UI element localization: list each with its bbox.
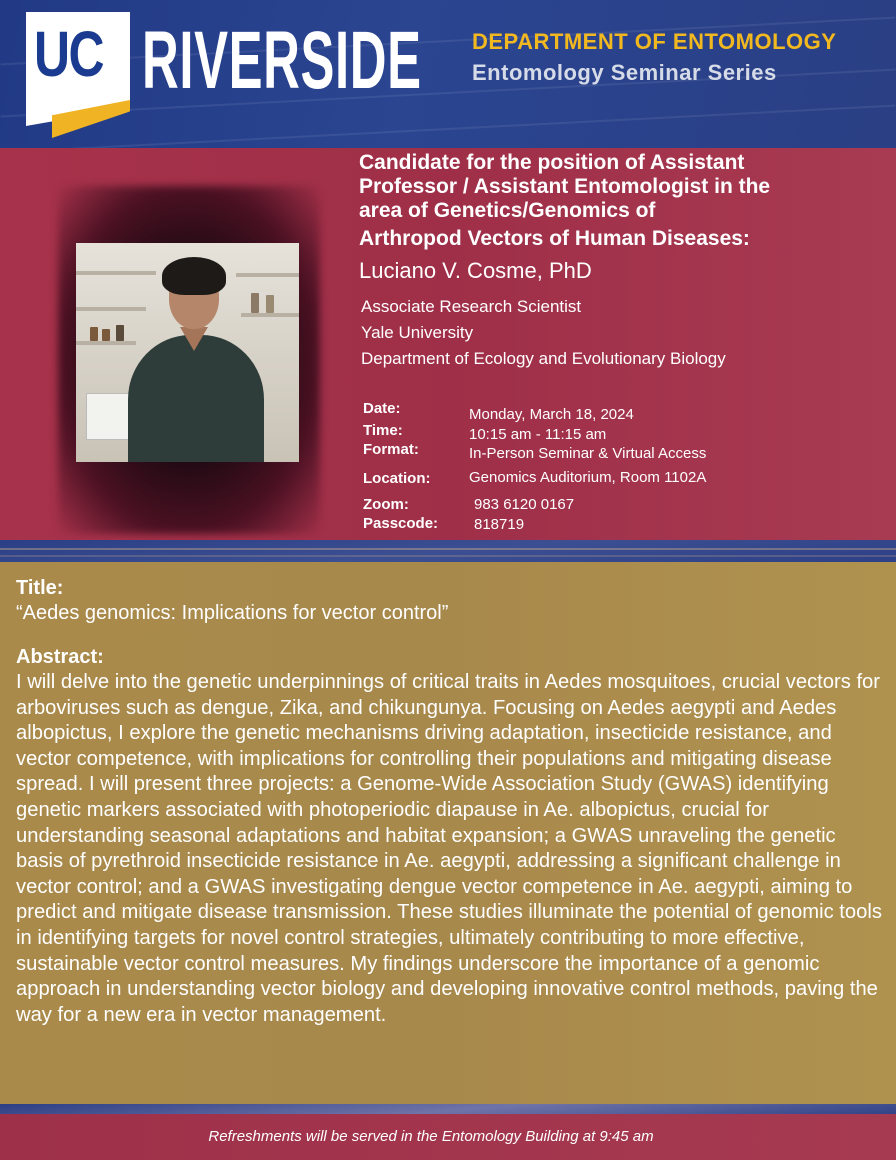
candidate-line-1: Candidate for the position of Assistant <box>359 151 745 174</box>
logo-uc-text: UC <box>34 18 103 90</box>
date-label: Date: <box>363 400 401 417</box>
abstract-heading: Abstract: <box>16 646 104 668</box>
location-label: Location: <box>363 470 431 487</box>
candidate-line-2: Professor / Assistant Entomologist in the <box>359 175 771 198</box>
abstract-text: I will delve into the genetic underpinnings of critical traits in Aedes mosquitoes, crucial vectors for arboviruses such as dengue, Zika, and chikungunya. Focusing on Aedes aegypti and Aedes albopictus, I explore the genetic mechanisms driving adaptation, insecticide resistance, and vector competence, with implications for controlling their populations and mitigating disease spread. I will present three projects: a Genome-Wide Association Study (GWAS) identifying genetic markers associated with photoperiodic diapause in Ae. albopictus, crucial for understanding seasonal adaptations and habitat expansion; a GWAS unraveling the genetic basis of pyrethroid insecticide resistance in Ae. aegypti, addressing a significant challenge in vector control; and a GWAS investigating dengue vector competence in Ae. aegypti, aiming to predict and mitigate disease transmission. These studies illuminate the potential of genomic tools in identifying targets for novel control strategies, ultimately contributing to more effective, sustainable vector control measures. My findings underscore the importance of a genomic approach in understanding vector biology and developing innovative control methods, paving the way for a new era in vector management. <box>16 671 882 1026</box>
affiliation-university: Yale University <box>361 323 474 342</box>
time-label: Time: <box>363 422 403 439</box>
speaker-photo <box>76 243 299 462</box>
time-value: 10:15 am - 11:15 am <box>469 426 607 443</box>
candidate-line-3: area of Genetics/Genomics of <box>359 199 656 222</box>
refreshments-note: Refreshments will be served in the Entomology Building at 9:45 am <box>208 1128 654 1145</box>
candidate-position <box>359 151 889 251</box>
section-divider <box>0 540 896 564</box>
header-banner <box>0 0 896 148</box>
speaker-name: Luciano V. Cosme, PhD <box>359 258 592 283</box>
zoom-label: Zoom: <box>363 496 409 513</box>
location-value: Genomics Auditorium, Room 1102A <box>469 469 707 486</box>
title-heading: Title: <box>16 577 64 599</box>
speaker-affiliation <box>361 294 726 372</box>
talk-title: “Aedes genomics: Implications for vector control” <box>16 602 449 624</box>
candidate-line-4: Arthropod Vectors of Human Diseases: <box>359 227 750 250</box>
affiliation-title: Associate Research Scientist <box>361 297 582 316</box>
passcode-label: Passcode: <box>363 515 439 532</box>
affiliation-department: Department of Ecology and Evolutionary Biology <box>361 349 726 368</box>
zoom-meeting-id[interactable]: 983 6120 0167 <box>474 496 575 513</box>
department-name: DEPARTMENT OF ENTOMOLOGY <box>472 29 837 54</box>
seminar-series: Entomology Seminar Series <box>472 60 777 85</box>
format-label: Format: <box>363 441 419 458</box>
passcode-value: 818719 <box>474 516 525 533</box>
date-value: Monday, March 18, 2024 <box>469 406 634 423</box>
logo-riverside-text: RIVERSIDE <box>142 15 422 106</box>
format-value: In-Person Seminar & Virtual Access <box>469 445 707 462</box>
